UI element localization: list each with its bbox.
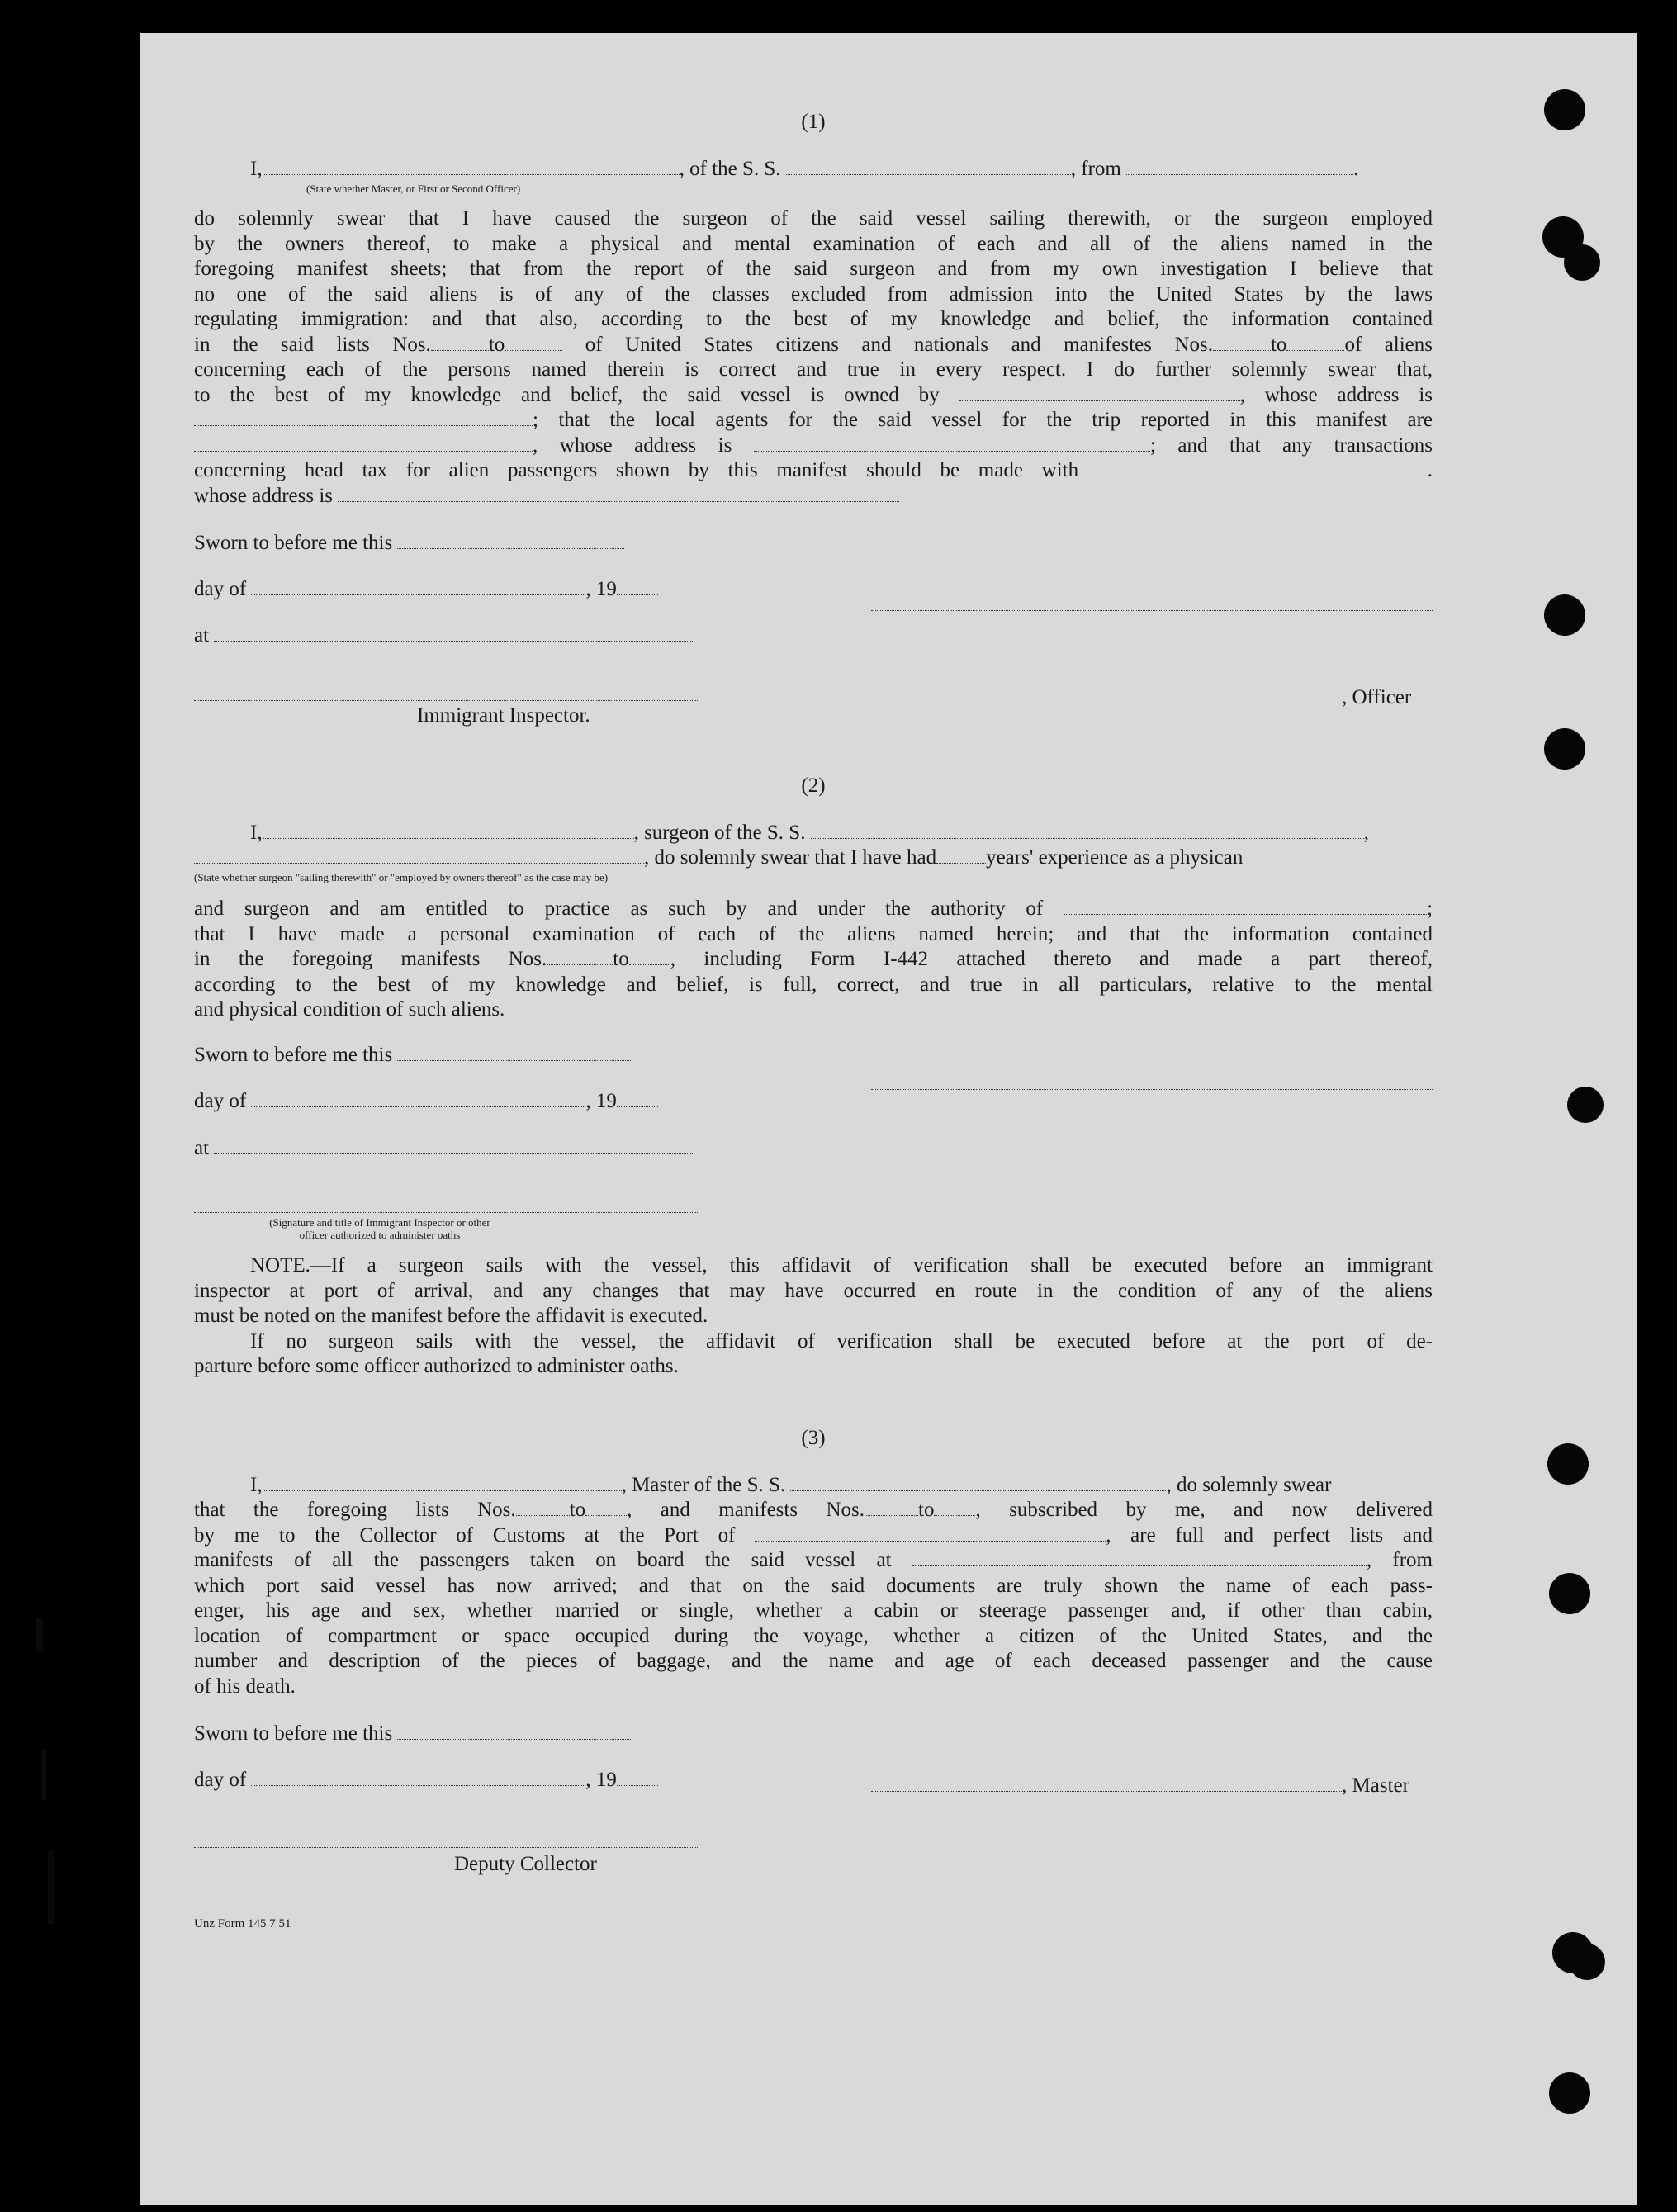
- s1-inspector-signature-line[interactable]: [194, 699, 698, 701]
- s2-day-of-field[interactable]: [251, 1090, 585, 1107]
- s2-year-field[interactable]: [617, 1090, 658, 1107]
- punch-hole: [1549, 1573, 1590, 1614]
- section-1-number: (1): [801, 111, 826, 133]
- s1-first-line: I, , of the S. S. , from .: [250, 158, 1359, 180]
- scan-speck: [41, 1750, 46, 1800]
- scan-speck: [48, 1850, 54, 1924]
- punch-hole: [1569, 1944, 1605, 1980]
- punch-hole: [1544, 89, 1585, 130]
- immigrant-inspector-label: Immigrant Inspector.: [417, 704, 590, 727]
- s1-year-field[interactable]: [617, 578, 658, 595]
- s3-lists-to-field[interactable]: [585, 1499, 627, 1516]
- s2-note: NOTE.—If a surgeon sails with the vessel, this affidavit of verification shall be executed before an immigrant inspector at port of arrival, and any changes that may have occurred en route in the condition of any of the aliens must be noted on the manifest before the affidavit is executed. If no surgeon sails with the vessel, the affidavit of verification shall be executed before at the port of de- parture before some officer authorized to administer oaths.: [194, 1254, 1433, 1377]
- practice-authority-field[interactable]: [1064, 898, 1427, 915]
- owner-address-field[interactable]: [194, 409, 533, 426]
- port-of-embarkation-field[interactable]: [912, 1549, 1367, 1566]
- punch-hole: [1547, 1443, 1589, 1485]
- s3-year-field[interactable]: [617, 1769, 658, 1786]
- s2-sworn-date-field[interactable]: [397, 1044, 632, 1061]
- ship-name-field[interactable]: [786, 158, 1071, 175]
- s1-day-of-field[interactable]: [251, 578, 585, 595]
- s2-manifest-from-field[interactable]: [547, 948, 613, 965]
- s1-rank-note: (State whether Master, or First or Second Officer): [306, 182, 521, 195]
- agents-address-field[interactable]: [754, 434, 1150, 452]
- s3-ship-name-field[interactable]: [790, 1474, 1166, 1491]
- citizen-list-from-field[interactable]: [431, 334, 489, 351]
- form-number: Unz Form 145 7 51: [194, 1917, 291, 1930]
- head-tax-contact-field[interactable]: [1097, 459, 1428, 476]
- scan-speck: [36, 1618, 43, 1651]
- s2-at-place-field[interactable]: [214, 1137, 693, 1154]
- s3-lists-from-field[interactable]: [516, 1499, 570, 1516]
- years-experience-field[interactable]: [936, 846, 986, 864]
- s3-manifests-from-field[interactable]: [865, 1499, 918, 1516]
- s2-ship-name-field[interactable]: [811, 822, 1364, 839]
- s1-at-place-field[interactable]: [214, 624, 693, 642]
- from-port-field[interactable]: [1126, 158, 1353, 175]
- s1-officer-signature-field[interactable]: [871, 686, 1342, 703]
- citizen-list-to-field[interactable]: [505, 334, 562, 351]
- deputy-collector-signature-line[interactable]: [194, 1846, 698, 1848]
- master-signature-field[interactable]: [871, 1774, 1342, 1792]
- head-tax-address-field[interactable]: [338, 485, 899, 502]
- s3-sworn-date-field[interactable]: [397, 1722, 632, 1740]
- s2-signature-note: (Signature and title of Immigrant Inspector or other officer authorized to administer oaths: [269, 1216, 490, 1241]
- vessel-owner-field[interactable]: [959, 384, 1240, 401]
- s1-signature-line[interactable]: [871, 609, 1433, 611]
- local-agents-field[interactable]: [194, 434, 533, 452]
- s1-oath-paragraph: do solemnly swear that I have caused the surgeon of the said vessel sailing therewith, or the surgeon employed by the owners thereof, to make a physical and mental examination of each and all of the aliens named in the foregoing manifest sheets; that from the report of the said surgeon and from my own investigation I believe that no one of the said aliens is of any of the classes excluded from admission into the United States by the laws regulating immigration: and that also, according to the best of my knowledge and belief, the information contained in the said lists Nos. to of United States citizens and nationals and manifestes Nos. to of aliens concerning each of the persons named therein is correct and true in every respect. I do further solemnly swear that, to the best of my knowledge and belief, the said vessel is owned by , whose address is ; that the local agents for the said vessel for the trip reported in this manifest are , whose address is ; and that any transactions concerning head tax for alien passengers shown by this manifest should be made with . whose address is: [194, 207, 1433, 507]
- officer-rank-field[interactable]: [263, 158, 680, 175]
- s3-manifests-to-field[interactable]: [934, 1499, 975, 1516]
- alien-manifest-from-field[interactable]: [1213, 334, 1271, 351]
- surgeon-name-field[interactable]: [263, 822, 634, 839]
- s3-oath-paragraph: that the foregoing lists Nos. to , and manifests Nos. to , subscribed by me, and now delivered by me to the Collector of Customs at the Port of , are full and perfect lists and manifests of all the passengers taken on board the said vessel at , from which port said vessel has now arrived; and that on the said documents are truly shown the name of each pass- enger, his age and sex, whether married or single, whether a cabin or steerage passenger and, if other than cabin, location of compartment or space occupied during the voyage, whether a citizen of the United States, and the number and description of the pieces of baggage, and the name and age of each deceased passenger and the cause of his death.: [194, 1499, 1433, 1698]
- alien-manifest-to-field[interactable]: [1286, 334, 1344, 351]
- s2-status-note: (State whether surgeon "sailing therewith" or "employed by owners thereof" as the case may be): [194, 871, 609, 883]
- port-of-arrival-field[interactable]: [755, 1524, 1106, 1542]
- punch-hole: [1549, 2072, 1590, 2114]
- deputy-collector-label: Deputy Collector: [454, 1853, 597, 1875]
- master-name-field[interactable]: [263, 1474, 622, 1491]
- s1-sworn-date-field[interactable]: [397, 532, 624, 549]
- section-2-number: (2): [801, 774, 826, 797]
- s2-officer-signature-line[interactable]: [194, 1211, 698, 1213]
- surgeon-status-field[interactable]: [194, 846, 644, 864]
- punch-hole: [1544, 728, 1585, 770]
- s2-manifest-to-field[interactable]: [629, 948, 670, 965]
- punch-hole: [1544, 594, 1585, 636]
- s2-oath-paragraph: and surgeon and am entitled to practice as such by and under the authority of ; that I have made a personal examination of each of the aliens named herein; and that the information contained in the foregoing manifests Nos. to , including Form I-442 attached thereto and made a part thereof, according to the best of my knowledge and belief, is full, correct, and true in all particulars, relative to the mental and physical condition of such aliens.: [194, 898, 1433, 1021]
- punch-hole: [1567, 1087, 1604, 1123]
- s3-day-of-field[interactable]: [251, 1769, 585, 1786]
- punch-hole: [1564, 244, 1600, 281]
- section-3-number: (3): [801, 1427, 826, 1449]
